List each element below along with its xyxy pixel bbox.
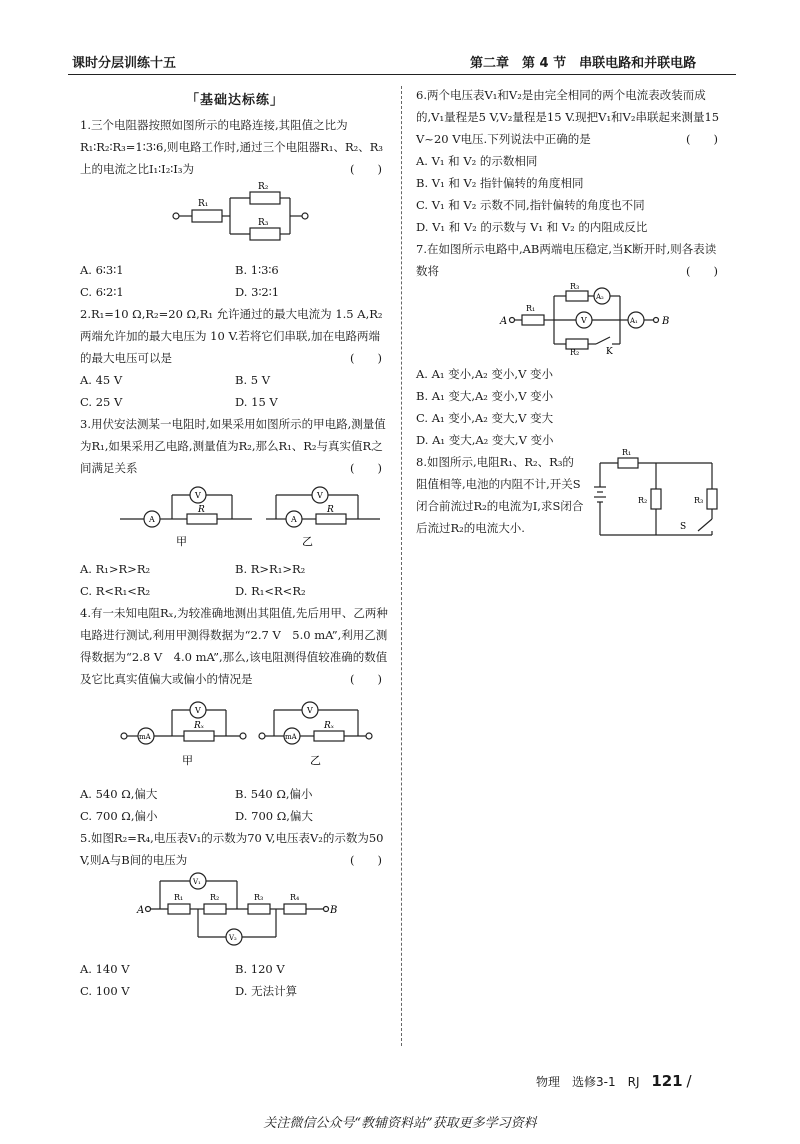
q4-options-row1 — [80, 783, 390, 805]
q8-circuit — [594, 448, 722, 541]
q4-option-a[interactable]: A. 540 Ω,偏大 — [80, 787, 158, 801]
q1-circuit — [80, 180, 390, 252]
q1-options-row2 — [80, 281, 390, 303]
q5-options-row1 — [80, 958, 390, 980]
q4-stem: 4.有一未知电阻Rₓ,为较准确地测出其阻值,先后用甲、乙两种电路进行测试,利用甲测得数据为“2.7 V 5.0 mA”,利用乙测得数据为“2.8 V 4.0 mA”,那么,该电阻测得值较准确的数值及它比真实值偏大或偏小的情况是 ( ) — [80, 606, 388, 686]
q7-label-r2: R₂ — [570, 348, 580, 357]
q3-option-b[interactable]: B. R>R₁>R₂ — [235, 562, 306, 576]
footer-note: 关注微信公众号“教辅资料站”获取更多学习资料 — [263, 1116, 537, 1131]
q2-option-b[interactable]: B. 5 V — [235, 373, 271, 387]
q7-label-a1: A₁ — [630, 317, 638, 325]
q5-label-a: A — [137, 905, 145, 916]
header-rule — [68, 74, 736, 75]
q1-options-row1 — [80, 259, 390, 281]
q7-option-a[interactable]: A. A₁ 变小,A₂ 变小,V 变小 — [416, 367, 554, 381]
q3-option-c[interactable]: C. R<R₁<R₂ — [80, 584, 151, 598]
q5-option-c[interactable]: C. 100 V — [80, 984, 130, 998]
q3-voltmeter-label-jia: V — [195, 491, 201, 500]
q7-label-b: B — [662, 316, 670, 327]
q7-label-r3: R₃ — [570, 282, 580, 291]
q5-label-r1: R₁ — [174, 893, 184, 902]
q3-ammeter-label-yi: A — [291, 515, 297, 524]
column-divider — [401, 86, 402, 1046]
right-column — [416, 84, 726, 539]
page-number: 121 — [651, 1072, 683, 1090]
q5-label-r4: R₄ — [290, 893, 300, 902]
footer-bar — [536, 1072, 692, 1090]
q7-option-d[interactable]: D. A₁ 变大,A₂ 变大,V 变小 — [416, 433, 554, 447]
q7-label-k: K — [606, 347, 613, 357]
q5-option-b[interactable]: B. 120 V — [235, 962, 285, 976]
q4-rx-label-jia: Rₓ — [194, 721, 204, 731]
q8-label-r2: R₂ — [638, 496, 648, 505]
q7-label-v: V — [581, 316, 587, 325]
q5-label-v1: V₁ — [193, 878, 201, 886]
q2-options-row1 — [80, 369, 390, 391]
q1-option-d[interactable]: D. 3∶2∶1 — [235, 285, 280, 299]
q8-label-s: S — [680, 522, 687, 532]
q3-ammeter-label-jia: A — [149, 515, 155, 524]
q1-label-r3: R₃ — [258, 218, 269, 228]
section-title: 「基础达标练」 — [185, 93, 284, 108]
q5-option-d[interactable]: D. 无法计算 — [235, 984, 298, 998]
q7-label-a2: A₂ — [596, 293, 604, 301]
q3-option-a[interactable]: A. R₁>R>R₂ — [80, 562, 151, 576]
header-right: 第二章 第 4 节 串联电路和并联电路 — [470, 56, 697, 71]
q5-label-r3: R₃ — [254, 893, 264, 902]
q5-label-b: B — [330, 905, 338, 916]
q8-block — [416, 448, 726, 539]
q5-options-row2 — [80, 980, 390, 1002]
q4-option-c[interactable]: C. 700 Ω,偏小 — [80, 809, 158, 823]
q6-option-c[interactable]: C. V₁ 和 V₂ 示数不同,指针偏转的角度也不同 — [416, 198, 645, 212]
q1-option-a[interactable]: A. 6∶3∶1 — [80, 263, 124, 277]
q5-label-v2: V₂ — [229, 934, 237, 942]
left-column — [80, 84, 390, 1002]
q5-circuit — [80, 871, 390, 951]
q3-circuit — [80, 479, 390, 551]
q2-stem: 2.R₁=10 Ω,R₂=20 Ω,R₁ 允许通过的最大电流为 1.5 A,R₂ 两端允许加的最大电压为 10 V.若将它们串联,加在电路两端的最大电压可以是 ( ) — [80, 307, 383, 365]
q4-rx-label-yi: Rₓ — [324, 721, 334, 731]
q4-v-label-yi: V — [307, 706, 313, 715]
q6-option-d[interactable]: D. V₁ 和 V₂ 的示数与 V₁ 和 V₂ 的内阻成反比 — [416, 220, 648, 234]
q4-circuit — [80, 690, 390, 776]
q3-option-d[interactable]: D. R₁<R<R₂ — [235, 584, 306, 598]
footer-subject: 物理 选修3-1 RJ — [536, 1075, 640, 1089]
q4-options-row2 — [80, 805, 390, 827]
q3-resistor-label-jia: R — [198, 505, 205, 515]
q5-label-r2: R₂ — [210, 893, 220, 902]
q8-stem: 8.如图所示,电阻R₁、R₂、R₃的阻值相等,电池的内阻不计,开关S闭合前流过R₂的电流为I,求S闭合后流过R₂的电流大小. — [416, 455, 584, 535]
q1-label-r1: R₁ — [198, 199, 209, 209]
q4-v-label-jia: V — [195, 706, 201, 715]
q4-caption-yi: 乙 — [310, 754, 321, 767]
q7-stem: 7.在如图所示电路中,AB两端电压稳定,当K断开时,则各表读数将 ( ) — [416, 242, 718, 278]
q3-resistor-label-yi: R — [327, 505, 334, 515]
q2-option-d[interactable]: D. 15 V — [235, 395, 278, 409]
q7-label-a: A — [500, 316, 508, 327]
q6-option-a[interactable]: A. V₁ 和 V₂ 的示数相同 — [416, 154, 538, 168]
q4-caption-jia: 甲 — [182, 754, 193, 767]
q3-caption-yi: 乙 — [302, 535, 313, 548]
q3-options-row2 — [80, 580, 390, 602]
q5-stem: 5.如图R₂=R₄,电压表V₁的示数为70 V,电压表V₂的示数为50 V,则A与B间的电压为 ( ) — [80, 831, 384, 867]
q3-stem: 3.用伏安法测某一电阻时,如果采用如图所示的甲电路,测量值为R₁,如果采用乙电路,测量值为R₂,那么R₁、R₂与真实值R之间满足关系 ( ) — [80, 417, 386, 475]
q4-option-d[interactable]: D. 700 Ω,偏大 — [235, 809, 313, 823]
q1-label-r2: R₂ — [258, 182, 269, 192]
q3-voltmeter-label-yi: V — [317, 491, 323, 500]
q4-ma-label-jia: mA — [139, 733, 151, 741]
q4-option-b[interactable]: B. 540 Ω,偏小 — [235, 787, 313, 801]
q3-caption-jia: 甲 — [176, 535, 187, 548]
q1-option-c[interactable]: C. 6∶2∶1 — [80, 285, 124, 299]
q8-label-r3: R₃ — [694, 496, 704, 505]
q2-options-row2 — [80, 391, 390, 413]
q2-option-c[interactable]: C. 25 V — [80, 395, 123, 409]
q7-circuit — [416, 282, 726, 356]
q6-stem: 6.两个电压表V₁和V₂是由完全相同的两个电流表改装而成的,V₁量程是5 V,V₂量程是15 V.现把V₁和V₂串联起来测量15 V~20 V电压.下列说法中正确的是 ( ) — [416, 88, 720, 146]
header-left: 课时分层训练十五 — [72, 56, 177, 71]
page-slash: / — [686, 1072, 692, 1090]
q8-label-r1: R₁ — [622, 448, 632, 457]
q1-stem: 1.三个电阻器按照如图所示的电路连接,其阻值之比为R₁∶R₂∶R₃=1∶3∶6,则电路工作时,通过三个电阻器R₁、R₂、R₃上的电流之比I₁∶I₂∶I₃为 ( ) — [80, 118, 383, 176]
q1-option-b[interactable]: B. 1∶3∶6 — [235, 263, 279, 277]
q2-option-a[interactable]: A. 45 V — [80, 373, 123, 387]
q4-ma-label-yi: mA — [285, 733, 297, 741]
q7-option-c[interactable]: C. A₁ 变小,A₂ 变大,V 变大 — [416, 411, 554, 425]
q6-option-b[interactable]: B. V₁ 和 V₂ 指针偏转的角度相同 — [416, 176, 584, 190]
q3-options-row1 — [80, 558, 390, 580]
q7-option-b[interactable]: B. A₁ 变大,A₂ 变小,V 变小 — [416, 389, 554, 403]
q7-label-r1: R₁ — [526, 304, 536, 313]
q5-option-a[interactable]: A. 140 V — [80, 962, 130, 976]
